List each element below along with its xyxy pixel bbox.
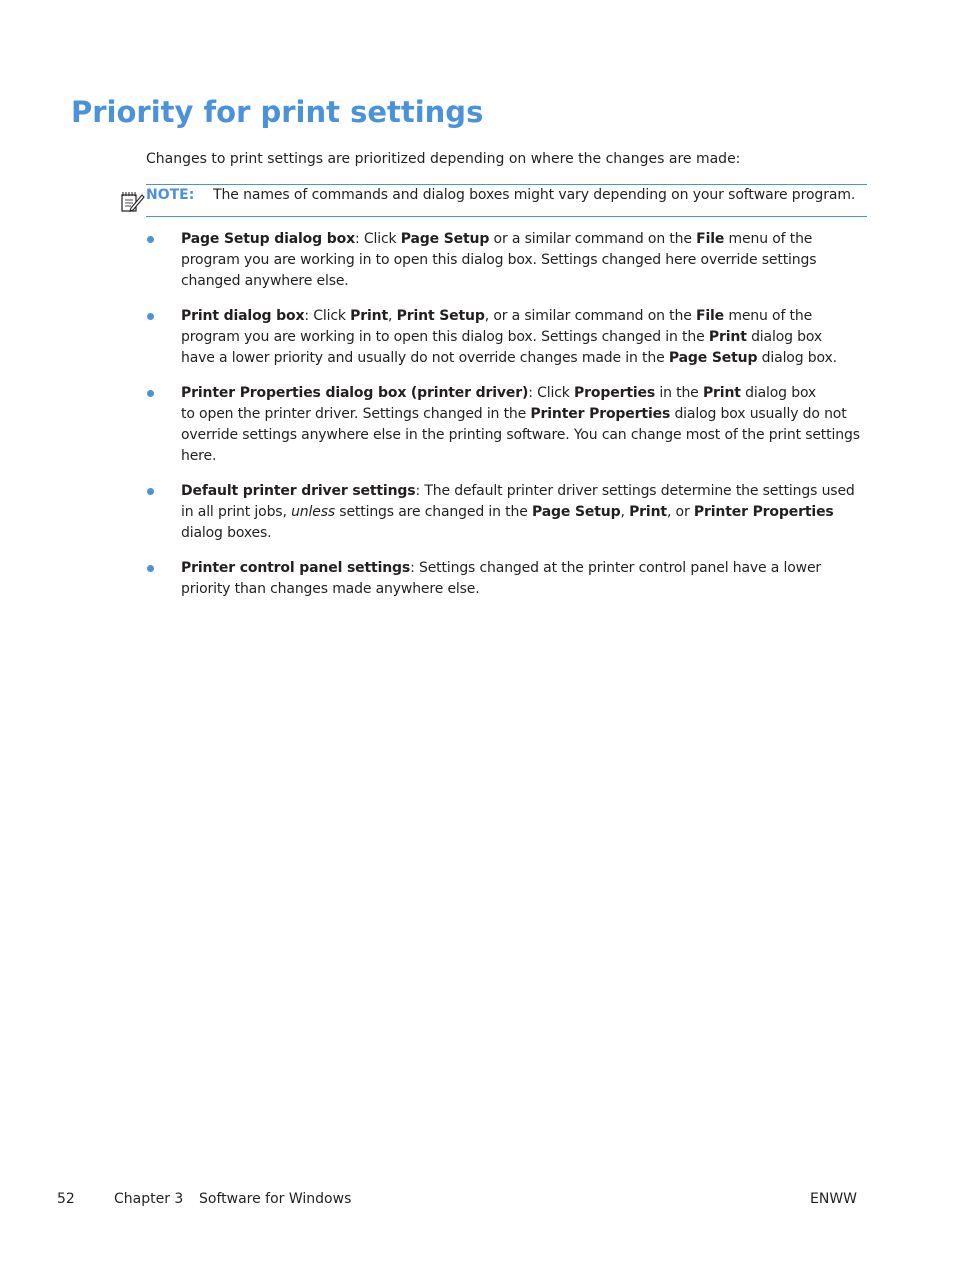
text-run: program you are working in to open this dialog box. Settings changed here override settings bbox=[181, 252, 817, 268]
text-run: in all print jobs, bbox=[181, 504, 292, 520]
bold-term: Print bbox=[708, 329, 747, 345]
text-run: to open the printer driver. Settings changed in the bbox=[181, 406, 531, 422]
list-item bbox=[146, 558, 868, 600]
list-item-line bbox=[181, 250, 868, 271]
bold-term: Page Setup bbox=[531, 504, 621, 520]
text-run: here. bbox=[181, 448, 217, 464]
list-item bbox=[146, 229, 868, 292]
bold-term: Print bbox=[702, 385, 741, 401]
text-run: : Click bbox=[354, 231, 401, 247]
text-run: priority than changes made anywhere else. bbox=[181, 581, 480, 597]
bold-term: Page Setup bbox=[400, 231, 490, 247]
list-item-line bbox=[181, 383, 868, 404]
text-run: changed anywhere else. bbox=[181, 273, 349, 289]
list-item-line bbox=[181, 502, 868, 523]
text-run: in the bbox=[655, 385, 703, 401]
bold-term: Page Setup dialog box bbox=[181, 231, 355, 247]
bullet-dot-icon bbox=[147, 313, 154, 320]
text-run: : Settings changed at the printer control panel have a lower bbox=[410, 560, 822, 576]
list-item-line bbox=[181, 579, 868, 600]
page-title: Priority for print settings bbox=[71, 95, 484, 129]
italic-term: unless bbox=[291, 504, 335, 520]
text-run: : The default printer driver settings determine the settings used bbox=[415, 483, 855, 499]
bold-term: Print bbox=[629, 504, 667, 520]
text-run: , bbox=[388, 308, 397, 324]
footer-doc-code: ENWW bbox=[810, 1191, 858, 1207]
bold-term: Printer Properties bbox=[693, 504, 834, 520]
list-item-line bbox=[181, 446, 868, 467]
bold-term: File bbox=[695, 308, 725, 324]
bullet-dot-icon bbox=[147, 565, 154, 572]
text-run: , or bbox=[666, 504, 694, 520]
list-item-line bbox=[181, 348, 868, 369]
list-item-line bbox=[181, 271, 868, 292]
list-item-line bbox=[181, 481, 868, 502]
bold-term: Print dialog box bbox=[181, 308, 305, 324]
bold-term: Print bbox=[350, 308, 389, 324]
text-run: dialog box bbox=[746, 329, 823, 345]
list-item bbox=[146, 306, 868, 369]
text-run: dialog box bbox=[740, 385, 817, 401]
footer-section: Software for Windows bbox=[199, 1191, 352, 1207]
text-run: , or a similar command on the bbox=[484, 308, 696, 324]
list-item-line bbox=[181, 229, 868, 250]
bullet-dot-icon bbox=[147, 488, 154, 495]
footer-chapter: Chapter 3 bbox=[114, 1191, 184, 1207]
text-run: menu of the bbox=[724, 308, 813, 324]
bold-term: Printer control panel settings bbox=[181, 560, 411, 576]
settings-priority-list bbox=[146, 229, 868, 614]
bold-term: Print Setup bbox=[396, 308, 485, 324]
bold-term: Properties bbox=[574, 385, 656, 401]
bold-term: Printer Properties dialog box (printer driver) bbox=[181, 385, 529, 401]
bullet-dot-icon bbox=[147, 236, 154, 243]
list-item bbox=[146, 383, 868, 467]
list-item-line bbox=[181, 327, 868, 348]
text-run: : Click bbox=[528, 385, 575, 401]
text-run: , bbox=[620, 504, 630, 520]
bold-term: Page Setup bbox=[668, 350, 758, 366]
footer-page-number: 52 bbox=[57, 1191, 75, 1207]
bold-term: File bbox=[696, 231, 725, 247]
text-run: program you are working in to open this dialog box. Settings changed in the bbox=[181, 329, 709, 345]
bold-term: Printer Properties bbox=[530, 406, 671, 422]
bold-term: Default printer driver settings bbox=[181, 483, 416, 499]
list-item-line bbox=[181, 523, 868, 544]
list-item-line bbox=[181, 558, 868, 579]
text-run: have a lower priority and usually do not override changes made in the bbox=[181, 350, 669, 366]
note-box bbox=[116, 184, 867, 217]
note-pad-icon bbox=[118, 189, 146, 213]
list-item bbox=[146, 481, 868, 544]
text-run: settings are changed in the bbox=[335, 504, 532, 520]
list-item-line bbox=[181, 404, 868, 425]
text-run: dialog box. bbox=[757, 350, 837, 366]
list-item-line bbox=[181, 306, 868, 327]
note-rule-bottom bbox=[146, 216, 867, 217]
list-item-line bbox=[181, 425, 868, 446]
note-text: The names of commands and dialog boxes might vary depending on your software program. bbox=[213, 187, 856, 203]
text-run: or a similar command on the bbox=[489, 231, 697, 247]
text-run: : Click bbox=[304, 308, 351, 324]
intro-paragraph: Changes to print settings are prioritized depending on where the changes are made: bbox=[146, 151, 741, 167]
bullet-dot-icon bbox=[147, 390, 154, 397]
text-run: dialog boxes. bbox=[181, 525, 272, 541]
note-label: NOTE: bbox=[146, 187, 195, 203]
text-run: override settings anywhere else in the printing software. You can change most of the print settings bbox=[181, 427, 860, 443]
text-run: menu of the bbox=[724, 231, 813, 247]
text-run: dialog box usually do not bbox=[670, 406, 847, 422]
